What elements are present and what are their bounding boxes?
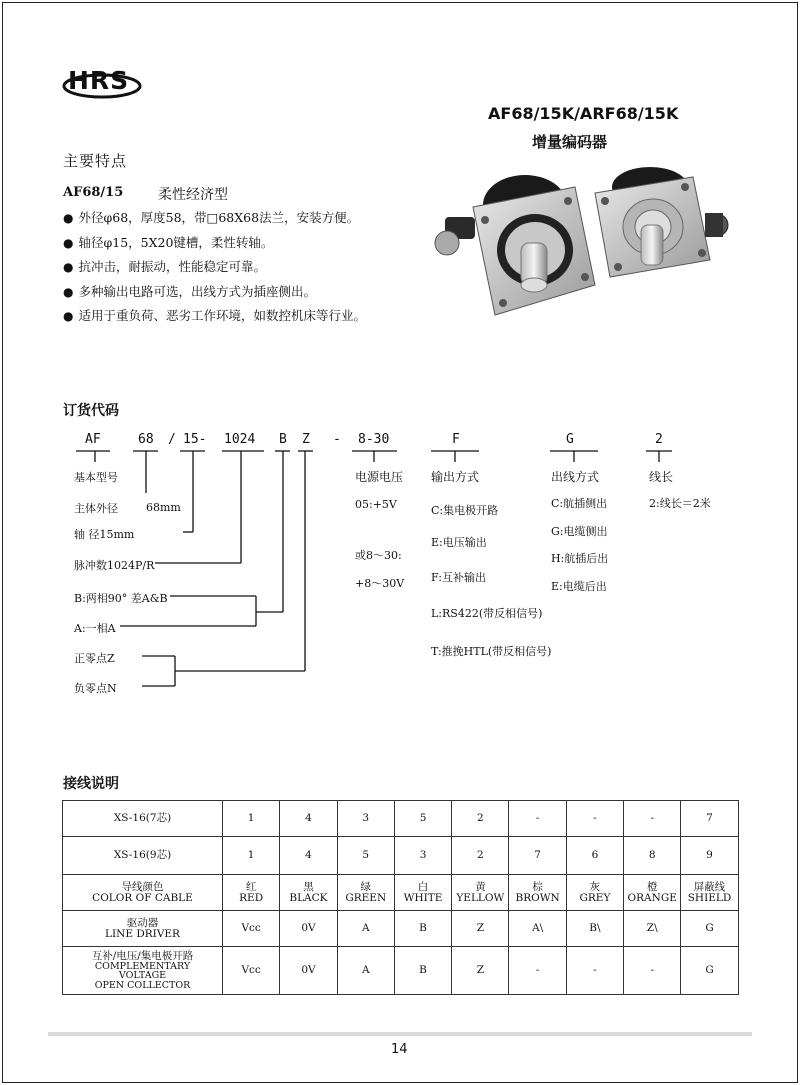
feature-item: ● 外径φ68，厚度58，带□68X68法兰，安装方便。 <box>63 209 366 234</box>
wiring-table <box>62 800 739 995</box>
row-label-cn: 互补/电压/集电极开路 <box>91 949 194 962</box>
cable-length-title: 线长 <box>649 470 674 484</box>
product-model-title: AF68/15K/ARF68/15K <box>488 104 679 123</box>
table-cell: 6 <box>566 837 623 875</box>
code-output: F <box>452 432 460 447</box>
color-en: SHIELD <box>687 891 732 904</box>
code-dash: - <box>333 432 341 447</box>
table-row <box>63 801 739 837</box>
table-cell: 8 <box>624 837 681 875</box>
page-number: 14 <box>391 1042 408 1057</box>
table-cell: 2 <box>452 837 509 875</box>
table-cell: Vcc <box>223 947 280 995</box>
row-label-en: VOLTAGE <box>118 970 167 982</box>
color-en: RED <box>239 891 264 904</box>
outlet-option: H:航插后出 <box>551 552 609 565</box>
table-cell: G <box>681 911 738 947</box>
color-cn: 绿 <box>360 880 371 893</box>
table-row <box>63 947 739 995</box>
output-title: 输出方式 <box>431 470 480 484</box>
pulses-label: 脉冲数1024P/R <box>74 559 155 572</box>
features-model: AF68/15 <box>63 185 124 200</box>
product-name-title: 增量编码器 <box>532 133 608 151</box>
code-length: 2 <box>655 432 663 447</box>
color-row-label <box>63 875 223 911</box>
table-cell: 0V <box>280 947 337 995</box>
ordering-heading: 订货代码 <box>63 403 119 419</box>
table-cell: 3 <box>394 837 451 875</box>
table-cell: Z <box>452 947 509 995</box>
outlet-title: 出线方式 <box>551 470 600 484</box>
table-cell: B\ <box>566 911 623 947</box>
table-cell: 0V <box>280 911 337 947</box>
table-cell: 5 <box>337 837 394 875</box>
row-label: XS-16(9芯) <box>63 837 223 875</box>
brand-text: HRS <box>68 66 130 95</box>
table-cell: Z <box>452 911 509 947</box>
color-cell <box>452 875 509 911</box>
code-zero: Z <box>302 432 310 447</box>
color-en: GREY <box>579 891 611 904</box>
table-cell: 1 <box>223 801 280 837</box>
color-cn: 黑 <box>303 880 314 893</box>
output-option: L:RS422(带反相信号) <box>431 607 543 620</box>
color-cell <box>681 875 738 911</box>
row-label-en: OPEN COLLECTOR <box>94 979 191 991</box>
row-label-cn: 导线颜色 <box>121 880 164 893</box>
color-en: GREEN <box>345 891 387 904</box>
output-option: F:互补输出 <box>431 571 486 584</box>
color-cell <box>337 875 394 911</box>
table-row <box>63 875 739 911</box>
color-cn: 黄 <box>475 880 486 893</box>
color-en: ORANGE <box>627 891 677 904</box>
cable-length-option: 2:线长＝2米 <box>649 497 711 510</box>
table-cell: B <box>394 947 451 995</box>
table-cell: 2 <box>452 801 509 837</box>
color-en: YELLOW <box>456 891 505 904</box>
code-phase: B <box>279 432 287 447</box>
code-voltage: 8-30 <box>358 432 390 447</box>
color-cn: 红 <box>245 880 257 893</box>
code-slash: / <box>168 432 176 447</box>
table-cell: - <box>624 801 681 837</box>
color-cell <box>566 875 623 911</box>
output-option: C:集电极开路 <box>431 504 499 517</box>
table-cell: 1 <box>223 837 280 875</box>
color-cell <box>624 875 681 911</box>
table-cell: 7 <box>509 837 566 875</box>
color-cell <box>509 875 566 911</box>
table-cell: Vcc <box>223 911 280 947</box>
table-cell: 4 <box>280 801 337 837</box>
row-label-en: COMPLEMENTARY <box>94 960 191 972</box>
row-label-en: COLOR OF CABLE <box>92 891 193 904</box>
features-type: 柔性经济型 <box>158 187 228 203</box>
zero-negative-label: 负零点N <box>74 682 117 695</box>
outlet-option: E:电缆后出 <box>551 580 607 593</box>
feature-item: ● 抗冲击，耐振动，性能稳定可靠。 <box>63 258 366 283</box>
table-cell: 9 <box>681 837 738 875</box>
voltage-title: 电源电压 <box>355 470 404 484</box>
code-af: AF <box>85 432 101 447</box>
table-cell: 5 <box>394 801 451 837</box>
voltage-option: 05:+5V <box>355 498 397 511</box>
shaft-diameter-label: 轴 径15mm <box>74 528 135 541</box>
color-cn: 灰 <box>589 880 601 893</box>
code-diameter: 68 <box>138 432 154 447</box>
phase-b-label: B:两相90° 差A&B <box>74 592 168 605</box>
table-cell: 3 <box>337 801 394 837</box>
outlet-option: G:电缆侧出 <box>551 525 608 538</box>
table-cell: - <box>624 947 681 995</box>
table-cell: - <box>509 947 566 995</box>
color-cn: 屏蔽线 <box>693 880 726 893</box>
table-row <box>63 837 739 875</box>
driver-row-label <box>63 911 223 947</box>
voltage-option: +8～30V <box>355 577 405 590</box>
outlet-option: C:航插侧出 <box>551 497 608 510</box>
output-option: T:推挽HTL(带反相信号) <box>431 645 552 658</box>
basic-model-label: 基本型号 <box>74 471 118 484</box>
table-cell: Z\ <box>624 911 681 947</box>
color-cell <box>223 875 280 911</box>
phase-a-label: A:一相A <box>74 622 116 635</box>
table-cell: - <box>566 801 623 837</box>
code-pulses: 1024 <box>224 432 256 447</box>
color-cell <box>394 875 451 911</box>
body-diameter-value: 68mm <box>146 501 181 514</box>
code-shaft: 15- <box>183 432 207 447</box>
table-cell: A <box>337 911 394 947</box>
table-cell: B <box>394 911 451 947</box>
footer-divider <box>48 1032 752 1036</box>
table-cell: 4 <box>280 837 337 875</box>
feature-item: ● 多种输出电路可选，出线方式为插座侧出。 <box>63 283 366 308</box>
row-label-en: LINE DRIVER <box>105 927 180 940</box>
code-outlet: G <box>566 432 574 447</box>
zero-positive-label: 正零点Z <box>74 652 115 665</box>
feature-item: ● 适用于重负荷、恶劣工作环境，如数控机床等行业。 <box>63 307 366 332</box>
color-en: BROWN <box>515 891 560 904</box>
table-row <box>63 911 739 947</box>
table-cell: - <box>509 801 566 837</box>
table-cell: 7 <box>681 801 738 837</box>
table-cell: A\ <box>509 911 566 947</box>
table-cell: G <box>681 947 738 995</box>
features-heading: 主要特点 <box>63 152 128 170</box>
color-cn: 橙 <box>646 880 658 893</box>
table-cell: A <box>337 947 394 995</box>
color-en: WHITE <box>403 891 443 904</box>
row-label-cn: 驱动器 <box>126 916 159 929</box>
voltage-option: 或8～30: <box>355 549 402 562</box>
color-cell <box>280 875 337 911</box>
row-label: XS-16(7芯) <box>63 801 223 837</box>
wiring-heading: 接线说明 <box>63 776 119 792</box>
table-cell: - <box>566 947 623 995</box>
color-cn: 棕 <box>532 880 543 893</box>
output-option: E:电压输出 <box>431 536 487 549</box>
comp-row-label <box>63 947 223 995</box>
body-diameter-label: 主体外径 <box>74 502 118 515</box>
feature-item: ● 轴径φ15，5X20键槽，柔性转轴。 <box>63 234 366 259</box>
color-en: BLACK <box>289 891 328 904</box>
color-cn: 白 <box>417 880 429 893</box>
